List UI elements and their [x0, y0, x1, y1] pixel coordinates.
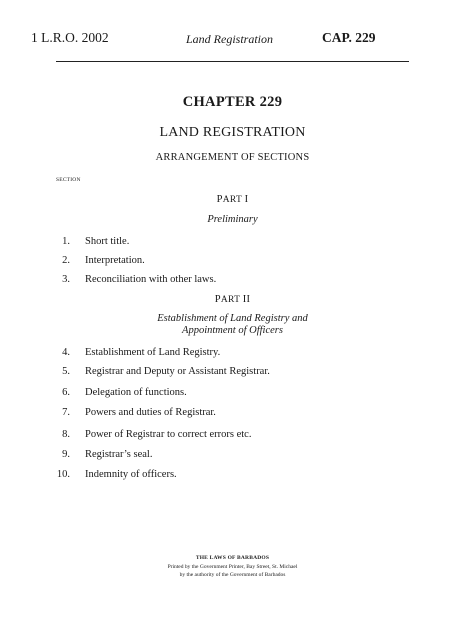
footer-authority-line: by the authority of the Government of Barbados	[179, 572, 286, 578]
section-number: 10.	[56, 469, 70, 480]
header-act-title: Land Registration	[186, 32, 274, 46]
section-title: Power of Registrar to correct errors etc.	[85, 429, 252, 440]
section-entry	[28, 274, 388, 286]
part-1-label-initial: P	[216, 194, 223, 205]
header-chapter: CAP. 229	[322, 30, 376, 45]
section-title: Delegation of functions.	[85, 387, 187, 398]
section-title: Interpretation.	[85, 255, 145, 266]
footer-title: THE LAWS OF BARBADOS	[195, 555, 270, 561]
section-entry	[28, 347, 388, 359]
section-number: 2.	[62, 255, 70, 266]
part-1-heading: Preliminary	[207, 214, 258, 225]
section-column-label: SECTION	[56, 177, 81, 183]
part-2-label-initial: P	[214, 294, 221, 305]
section-number: 1.	[62, 236, 70, 247]
act-title: LAND REGISTRATION	[159, 125, 306, 140]
section-entry	[28, 429, 388, 441]
part-1-label-number: I	[244, 194, 249, 205]
part-1-label	[56, 194, 409, 205]
part-1-label-rest: ART	[222, 195, 242, 205]
section-entry	[28, 449, 388, 461]
section-entry	[28, 387, 388, 399]
section-number: 3.	[62, 274, 70, 285]
header-rule	[56, 61, 409, 62]
part-2-label-number: II	[242, 294, 251, 305]
section-number: 4.	[62, 347, 70, 358]
part-2-heading-line-2: Appointment of Officers	[182, 325, 283, 336]
section-entry	[28, 255, 388, 267]
footer-printer-line: Printed by the Government Printer, Bay Street, St. Michael	[167, 564, 298, 570]
part-2-label	[56, 294, 409, 305]
section-title: Indemnity of officers.	[85, 469, 177, 480]
section-entry	[28, 366, 388, 378]
section-title: Reconciliation with other laws.	[85, 274, 217, 285]
part-2-label-rest: ART	[220, 295, 241, 305]
section-number: 5.	[62, 366, 70, 377]
part-2-heading	[56, 313, 409, 337]
part-2-heading-line-1: Establishment of Land Registry and	[157, 313, 308, 324]
section-title: Short title.	[85, 236, 130, 247]
section-number: 8.	[62, 429, 70, 440]
chapter-number: CHAPTER 229	[182, 94, 283, 110]
section-number: 7.	[62, 407, 70, 418]
section-title: Establishment of Land Registry.	[85, 347, 221, 358]
section-number: 9.	[62, 449, 70, 460]
section-entry	[28, 407, 388, 419]
header-page-info: 1 L.R.O. 2002	[31, 30, 109, 45]
arrangement-heading: ARRANGEMENT OF SECTIONS	[155, 152, 310, 163]
section-entry	[28, 236, 388, 248]
section-number: 6.	[62, 387, 70, 398]
section-title: Registrar and Deputy or Assistant Registrar.	[85, 366, 270, 377]
section-title: Registrar’s seal.	[85, 449, 153, 460]
section-title: Powers and duties of Registrar.	[85, 407, 216, 418]
section-entry	[28, 469, 388, 481]
